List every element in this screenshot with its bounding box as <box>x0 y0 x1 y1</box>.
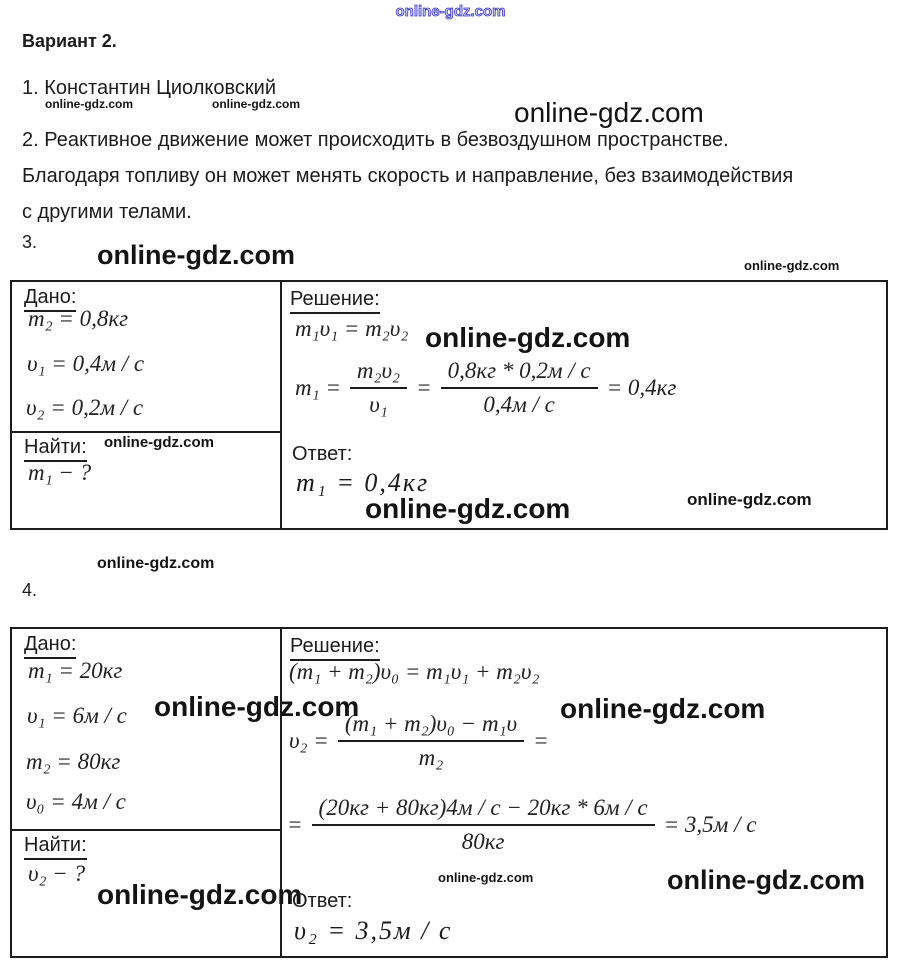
equation-lhs: m₁ = <box>295 375 341 400</box>
site-watermark: online-gdz.com <box>45 97 133 111</box>
equation-lhs: υ₂ = <box>289 728 329 753</box>
answer-value: υ₂ = 3,5м / с <box>294 916 453 945</box>
site-watermark: online-gdz.com <box>425 322 631 353</box>
task2-line3: с другими телами. <box>22 201 192 223</box>
fraction-numerator: (20кг + 80кг)4м / с − 20кг * 6м / с <box>312 795 655 826</box>
equation-equals: = <box>416 375 432 400</box>
task2-line2: Благодаря топливу он может менять скорость и направление, без взаимодействия <box>22 165 794 187</box>
problem4-solution-table <box>10 627 888 958</box>
problem3-solution-table <box>10 280 888 530</box>
given-line: m₂ = 0,8кг <box>28 306 129 331</box>
fraction <box>441 358 598 418</box>
site-watermark: online-gdz.com <box>104 434 214 451</box>
site-watermark: online-gdz.com <box>365 493 571 524</box>
given-line: υ₀ = 4м / с <box>26 789 126 814</box>
solution-label: Решение: <box>290 288 380 314</box>
table-divider <box>12 431 280 433</box>
site-watermark: online-gdz.com <box>212 97 300 111</box>
fraction-denominator: υ₁ <box>369 392 388 417</box>
fraction <box>312 795 655 855</box>
given-line: υ₁ = 0,4м / с <box>27 351 145 376</box>
fraction-numerator: (m₁ + m₂)υ₀ − m₁υ <box>338 711 524 742</box>
problem4-number: 4. <box>22 580 38 600</box>
site-watermark: online-gdz.com <box>395 3 506 20</box>
find-label: Найти: <box>24 834 87 860</box>
site-watermark: online-gdz.com <box>97 240 295 270</box>
given-line: m₁ = 20кг <box>28 658 123 683</box>
solution-equation <box>287 795 756 855</box>
task2-line1: 2. Реактивное движение может происходить в безвоздушном пространстве. <box>22 129 729 151</box>
fraction <box>350 358 407 418</box>
fraction <box>338 711 524 771</box>
given-line: m₂ = 80кг <box>26 749 121 774</box>
fraction-numerator: 0,8кг * 0,2м / с <box>441 358 598 389</box>
table-divider <box>280 282 282 528</box>
problem3-number: 3. <box>22 232 38 252</box>
solution-equation: (m₁ + m₂)υ₀ = m₁υ₁ + m₂υ₂ <box>289 659 540 684</box>
given-line: υ₁ = 6м / с <box>27 703 127 728</box>
variant-title: Вариант 2. <box>22 31 117 51</box>
answer-value: m₁ = 0,4кг <box>296 468 430 497</box>
fraction-numerator: m₂υ₂ <box>350 358 407 389</box>
fraction-denominator: 80кг <box>461 829 505 854</box>
find-label: Найти: <box>24 436 87 462</box>
equation-rhs: = 3,5м / с <box>663 812 757 837</box>
given-label: Дано: <box>24 286 76 312</box>
equation-rhs: = <box>533 728 549 753</box>
equation-lhs: = <box>287 812 303 837</box>
site-watermark: online-gdz.com <box>438 870 534 885</box>
solution-equation <box>289 711 549 771</box>
task2-answer <box>22 122 793 230</box>
find-value: m₁ − ? <box>28 460 92 485</box>
answer-label: Ответ: <box>292 890 353 912</box>
site-watermark: online-gdz.com <box>514 97 704 128</box>
fraction-denominator: 0,4м / с <box>483 392 555 417</box>
site-watermark: online-gdz.com <box>97 879 303 910</box>
site-watermark: online-gdz.com <box>687 490 812 509</box>
site-watermark: online-gdz.com <box>560 693 766 724</box>
site-watermark: online-gdz.com <box>744 258 840 273</box>
answer-label: Ответ: <box>292 443 353 465</box>
given-label: Дано: <box>24 633 76 659</box>
task1-answer: 1. Константин Циолковский <box>22 77 277 99</box>
equation-rhs: = 0,4кг <box>606 375 677 400</box>
table-divider <box>12 829 280 831</box>
solution-equation: m₁υ₁ = m₂υ₂ <box>295 316 409 341</box>
site-watermark: online-gdz.com <box>97 555 215 572</box>
solution-label: Решение: <box>290 635 380 661</box>
fraction-denominator: m₂ <box>418 745 444 770</box>
site-watermark: online-gdz.com <box>154 691 360 722</box>
find-value: υ₂ − ? <box>28 861 86 886</box>
site-watermark: online-gdz.com <box>667 865 865 895</box>
given-line: υ₂ = 0,2м / с <box>26 395 144 420</box>
solution-equation <box>295 358 676 418</box>
